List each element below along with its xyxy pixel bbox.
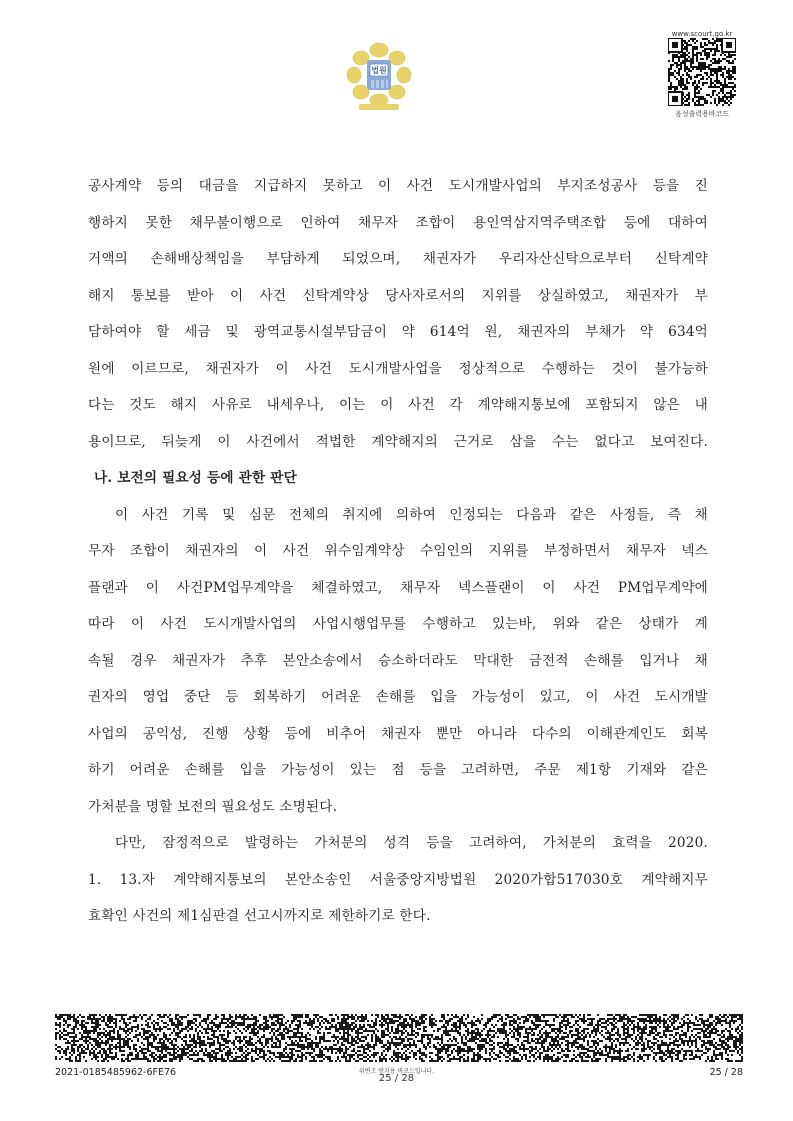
qr-url-label: www.scourt.go.kr: [671, 30, 733, 38]
text-line: 플랜과 이 사건PM업무계약을 체결하였고, 채무자 넥스플랜이 이 사건 PM업무계약에: [88, 579, 708, 596]
barcode-note: 위변조 방지용 바코드입니다.: [358, 1068, 435, 1075]
text-line: 하기 어려운 손해를 입을 가능성이 있는 점 등을 고려하면, 주문 제1항 기재와 같은: [88, 762, 708, 778]
text-line: 다는 것도 해지 사유로 내세우나, 이는 이 사건 각 계약해지통보에 포함되지 않은 내: [88, 397, 708, 413]
text-line: 사업의 공익성, 진행 상황 등에 비추어 채권자 뿐만 아니라 다수의 이해관계인도 회복: [88, 725, 708, 742]
text-line: 이 사건 기록 및 심문 전체의 취지에 의하여 인정되는 다음과 같은 사정들, 즉 채: [115, 506, 708, 523]
text-line: 해지 통보를 받아 이 사건 신탁계약상 당사자로서의 지위를 상실하였고, 채권자가 부: [88, 287, 708, 304]
text-line: 행하지 못한 채무불이행으로 인하여 채무자 조합이 용인역삼지역주택조합 등에 대하여: [88, 214, 708, 231]
text-line: 공사계약 등의 대금을 지급하지 못하고 이 사건 도시개발사업의 부지조성공사 등을 진: [88, 178, 708, 194]
page-number-right: 25 / 28: [709, 1067, 743, 1078]
page-number-center: 25 / 28: [378, 1073, 415, 1084]
text-line: 담하여야 할 세금 및 광역교통시설부담금이 약 614억 원, 채권자의 부채가 약 634억: [88, 324, 708, 340]
qr-code-icon: [668, 38, 736, 106]
seal-text: 법원: [371, 66, 387, 75]
document-body: [88, 168, 708, 935]
text-line: 거액의 손해배상책임을 부담하게 되었으며, 채권자가 우리자산신탁으로부터 신탁계약: [88, 251, 708, 267]
text-line: 용이므로, 뒤늦게 이 사건에서 적법한 계약해지의 근거로 삼을 수는 없다고 보여진다.: [88, 433, 708, 450]
anti-forgery-barcode-icon: [55, 1014, 743, 1062]
text-line: 효확인 사건의 제1심판결 선고시까지로 제한하기로 한다.: [88, 908, 431, 924]
text-line: 다만, 잠정적으로 발령하는 가처분의 성격 등을 고려하여, 가처분의 효력을 2020.: [115, 835, 708, 851]
court-seal-icon: [345, 38, 413, 113]
text-line: 권자의 영업 중단 등 회복하기 어려운 손해를 입을 가능성이 있고, 이 사건 도시개발: [88, 689, 708, 705]
text-line: 가처분을 명할 보전의 필요성도 소명된다.: [88, 798, 338, 815]
qr-caption: 음성출력용바코드: [674, 110, 730, 118]
text-line: 따라 이 사건 도시개발사업의 사업시행업무를 수행하고 있는바, 위와 같은 상태가 계: [88, 616, 708, 632]
text-line: 원에 이르므로, 채권자가 이 사건 도시개발사업을 정상적으로 수행하는 것이 불가능하: [88, 360, 708, 377]
document-id: 2021-0185485962-6FE76: [55, 1067, 177, 1078]
text-line: 속될 경우 채권자가 추후 본안소송에서 승소하더라도 막대한 금전적 손해를 입거나 채: [88, 652, 708, 669]
text-line: 1. 13.자 계약해지통보의 본안소송인 서울중앙지방법원 2020가합517030호 계약해지무: [88, 871, 708, 888]
section-heading: 나. 보전의 필요성 등에 관한 판단: [94, 470, 297, 486]
text-line: 무자 조합이 채권자의 이 사건 위수임계약상 수임인의 지위를 부정하면서 채무자 넥스: [88, 543, 708, 559]
